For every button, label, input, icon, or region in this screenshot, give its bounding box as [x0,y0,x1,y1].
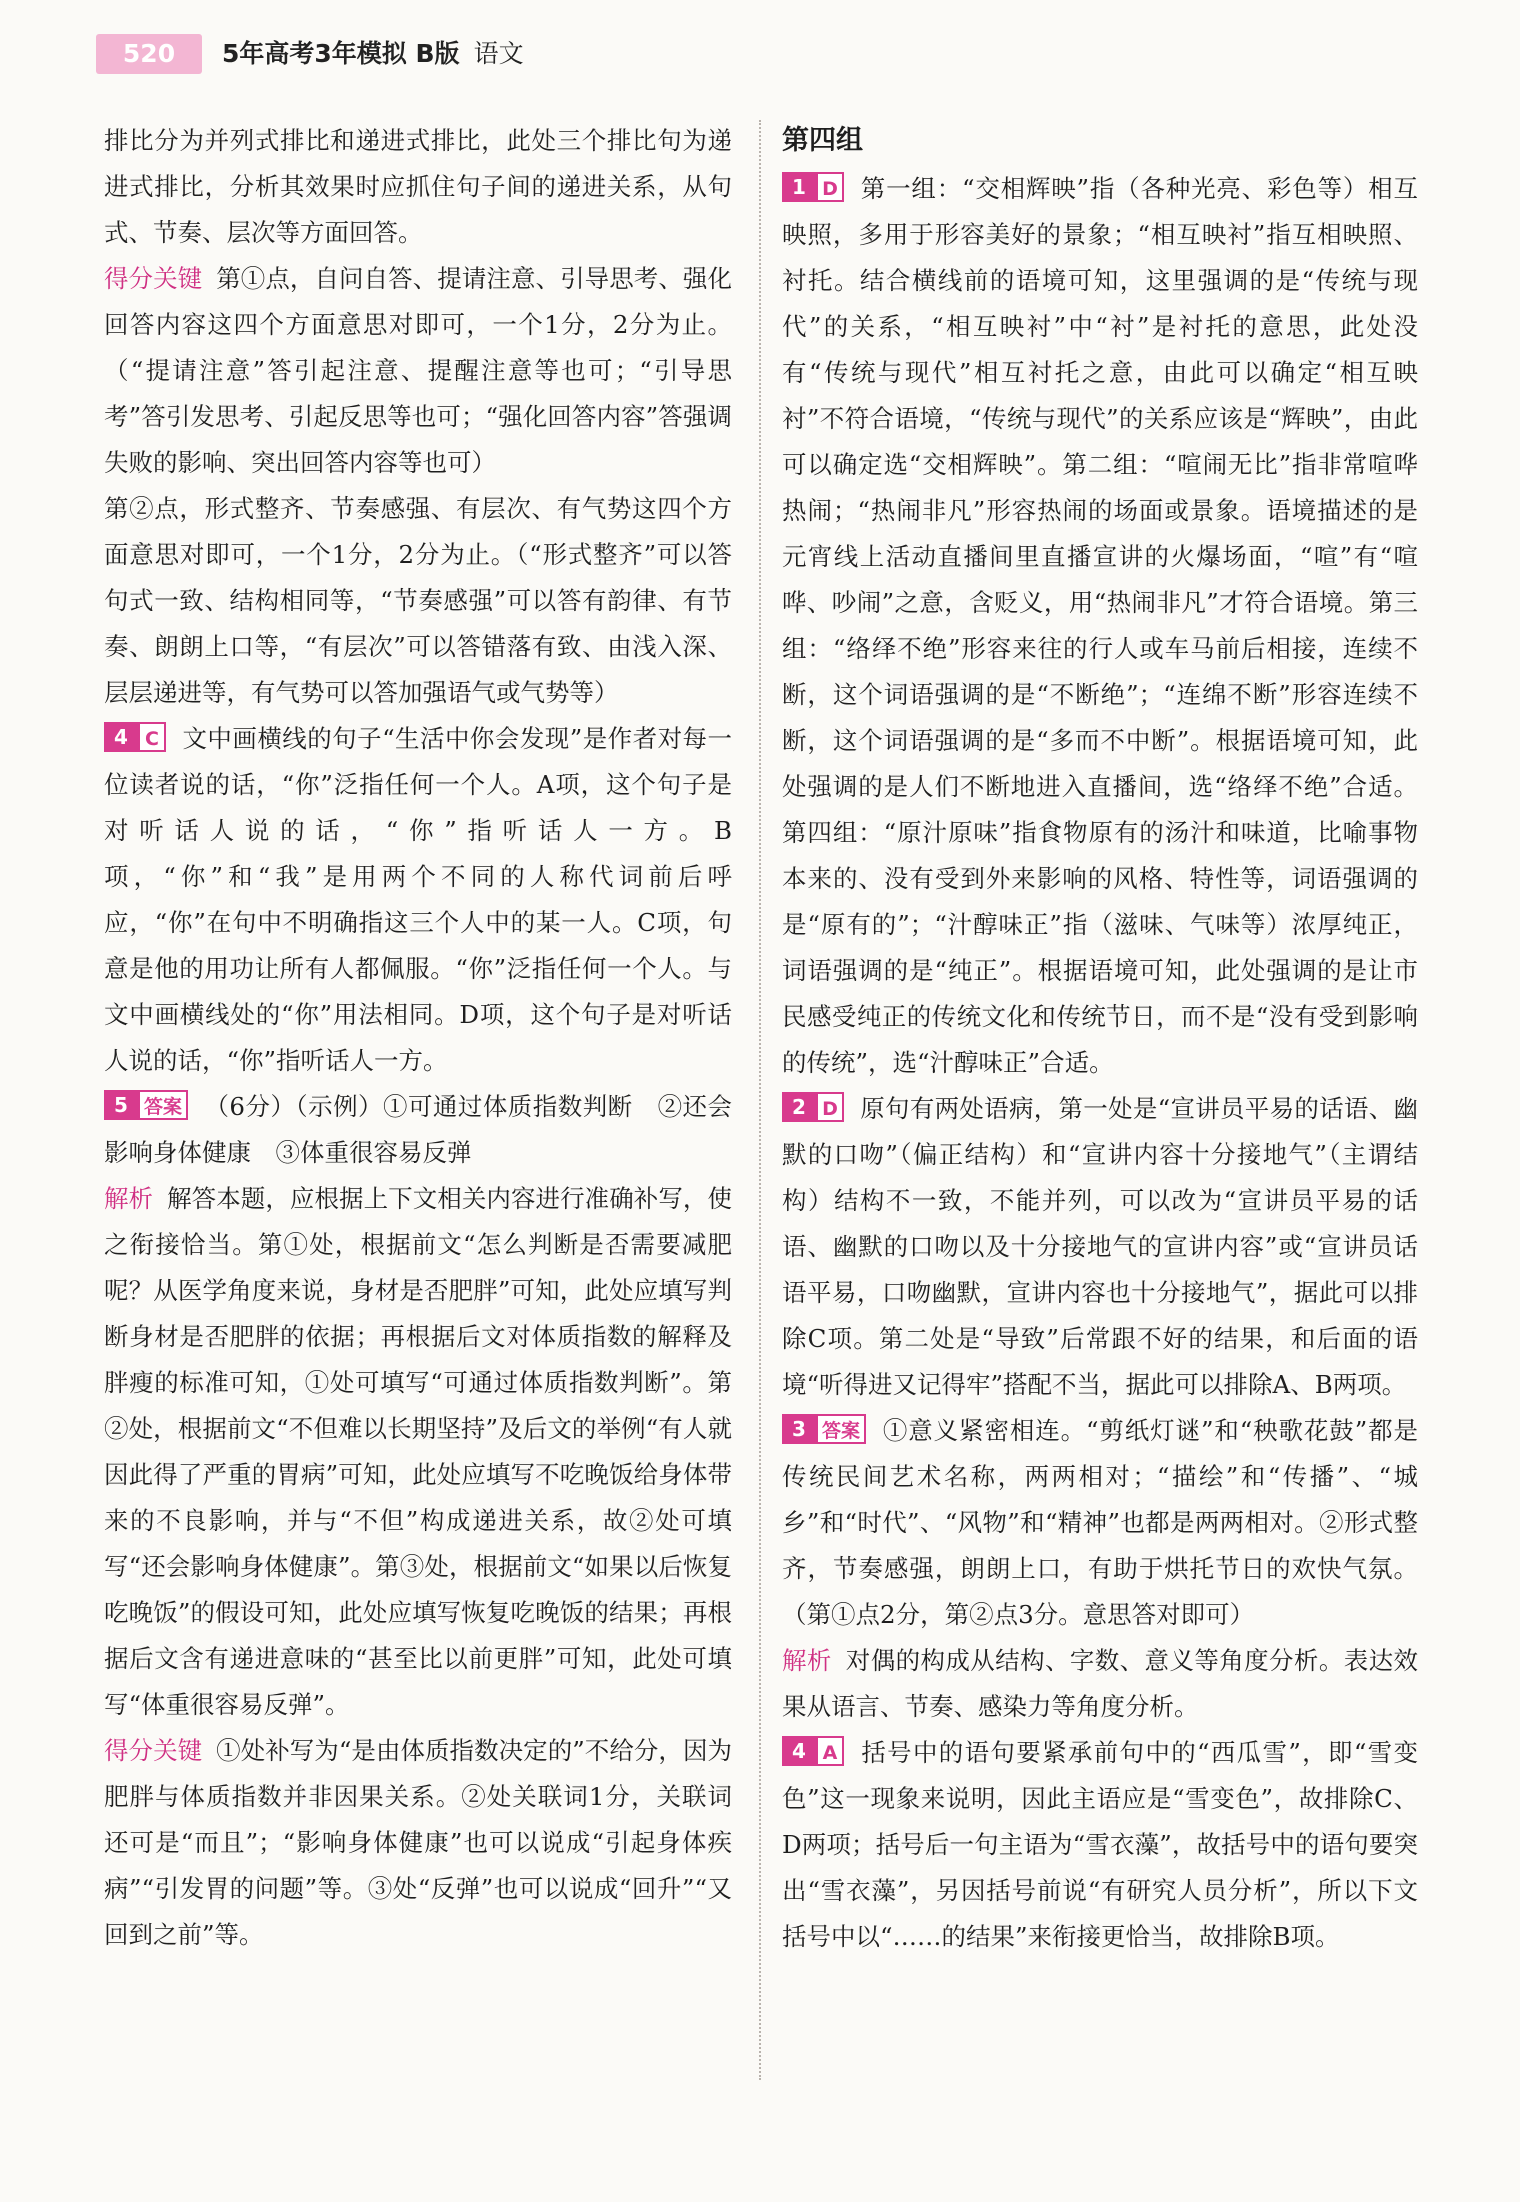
question-5-block [104,1084,732,1176]
question-5-badge [104,1090,188,1120]
book-title [222,34,524,74]
right-question-3-answer-tag: 答案 [816,1414,866,1444]
subject-label: 语文 [473,39,524,68]
right-question-4-text: 括号中的语句要紧承前句中的“西瓜雪”，即“雪变色”这一现象来说明，因此主语应是“雪变色”，故排除C、D两项；括号后一句主语为“雪衣藻”，故括号中的语句要突出“雪衣藻”，另因括号前说“有研究人员分析”，所以下文括号中以“……的结果”来衔接更恰当，故排除B项。 [782,1738,1418,1951]
question-4-text: 文中画横线的句子“生活中你会发现”是作者对每一位读者说的话，“你”泛指任何一个人。A项，这个句子是对听话人说的话，“你”指听话人一方。B项，“你”和“我”是用两个不同的人称代词前后呼应，“你”在句中不明确指这三个人中的某一人。C项，句意是他的用功让所有人都佩服。“你”泛指任何一个人。与文中画横线处的“你”用法相同。D项，这个句子是对听话人说的话，“你”指听话人一方。 [104,724,732,1075]
question-4-number: 4 [104,722,138,752]
right-question-3-number: 3 [782,1414,816,1444]
score-key-label: 得分关键 [104,264,203,293]
intro-paragraph: 排比分为并列式排比和递进式排比，此处三个排比句为递进式排比，分析其效果时应抓住句子间的递进关系，从句式、节奏、层次等方面回答。 [104,126,732,247]
right-column [782,118,1418,2118]
column-divider [759,120,761,2080]
score-key-text: 第①点，自问自答、提请注意、引导思考、强化回答内容这四个方面意思对即可，一个1分，2分为止。（“提请注意”答引起注意、提醒注意等也可；“引导思考”答引发思考、引起反思等也可；“强化回答内容”答强调失败的影响、突出回答内容等也可） [104,264,732,477]
right-question-1-block [782,166,1418,1086]
question-5-answer-tag: 答案 [138,1090,188,1120]
group-title: 第四组 [782,125,863,156]
score-key-paragraph-1 [104,256,732,486]
right-question-4-number: 4 [782,1736,816,1766]
right-question-3-text: ①意义紧密相连。“剪纸灯谜”和“秧歌花鼓”都是传统民间艺术名称，两两相对；“描绘”和“传播”、“城乡”和“时代”、“风物”和“精神”也都是两两相对。②形式整齐，节奏感强，朗朗上口，有助于烘托节日的欢快气氛。（第①点2分，第②点3分。意思答对即可） [782,1416,1418,1629]
right-question-4-answer: A [816,1736,844,1766]
score-key-paragraph-2 [104,1728,732,1958]
left-column [104,118,732,2118]
score-key-label-2: 得分关键 [104,1736,203,1765]
right-analysis-text: 对偶的构成从结构、字数、意义等角度分析。表达效果从语言、节奏、感染力等角度分析。 [782,1646,1418,1721]
question-5-number: 5 [104,1090,138,1120]
page-header [0,0,1520,100]
question-4-block [104,716,732,1084]
right-question-4-badge [782,1736,844,1766]
question-4-answer: C [138,722,166,752]
right-question-1-badge [782,172,844,202]
right-question-2-text: 原句有两处语病，第一处是“宣讲员平易的话语、幽默的口吻”（偏正结构）和“宣讲内容十分接地气”（主谓结构）结构不一致，不能并列，可以改为“宣讲员平易的话语、幽默的口吻以及十分接地气的宣讲内容”或“宣讲员话语平易，口吻幽默，宣讲内容也十分接地气”，据此可以排除C项。第二处是“导致”后常跟不好的结果，和后面的语境“听得进又记得牢”搭配不当，据此可以排除A、B两项。 [782,1094,1418,1399]
right-question-1-text: 第一组：“交相辉映”指（各种光亮、彩色等）相互映照，多用于形容美好的景象；“相互映衬”指互相映照、衬托。结合横线前的语境可知，这里强调的是“传统与现代”的关系，“相互映衬”中“衬”是衬托的意思，此处没有“传统与现代”相互衬托之意，由此可以确定“相互映衬”不符合语境，“传统与现代”的关系应该是“辉映”，由此可以确定选“交相辉映”。第二组：“喧闹无比”指非常喧哗热闹；“热闹非凡”形容热闹的场面或景象。语境描述的是元宵线上活动直播间里直播宣讲的火爆场面，“喧”有“喧哗、吵闹”之意，含贬义，用“热闹非凡”才符合语境。第三组：“络绎不绝”形容来往的行人或车马前后相接，连续不断，这个词语强调的是“不断绝”；“连绵不断”形容连续不断，这个词语强调的是“多而不中断”。根据语境可知，此处强调的是人们不断地进入直播间，选“络绎不绝”合适。第四组：“原汁原味”指食物原有的汤汁和味道，比喻事物本来的、没有受到外来影响的风格、特性等，词语强调的是“原有的”；“汁醇味正”指（滋味、气味等）浓厚纯正，词语强调的是“纯正”。根据语境可知，此处强调的是让市民感受纯正的传统文化和传统节日，而不是“没有受到影响的传统”，选“汁醇味正”合适。 [782,174,1418,1077]
right-analysis-label: 解析 [782,1646,832,1675]
right-question-2-answer: D [816,1092,844,1122]
page-number: 520 [96,34,202,74]
analysis-text: 解答本题，应根据上下文相关内容进行准确补写，使之衔接恰当。第①处，根据前文“怎么判断是否需要减肥呢？从医学角度来说，身材是否肥胖”可知，此处应填写判断身材是否肥胖的依据；再根据后文对体质指数的解释及胖瘦的标准可知，①处可填写“可通过体质指数判断”。第②处，根据前文“不但难以长期坚持”及后文的举例“有人就因此得了严重的胃病”可知，此处应填写不吃晚饭给身体带来的不良影响，并与“不但”构成递进关系，故②处可填写“还会影响身体健康”。第③处，根据前文“如果以后恢复吃晚饭”的假设可知，此处应填写恢复吃晚饭的结果；再根据后文含有递进意味的“甚至比以前更胖”可知，此处可填写“体重很容易反弹”。 [104,1184,732,1719]
right-question-3-block [782,1408,1418,1638]
analysis-label: 解析 [104,1184,154,1213]
right-question-2-badge [782,1092,844,1122]
score-key-point-2: 第②点，形式整齐、节奏感强、有层次、有气势这四个方面意思对即可，一个1分，2分为止。（“形式整齐”可以答句式一致、结构相同等，“节奏感强”可以答有韵律、有节奏、朗朗上口等，“有层次”可以答错落有致、由浅入深、层层递进等，有气势可以答加强语气或气势等） [104,494,732,707]
book-title-text: 5年高考3年模拟 B版 [222,39,460,68]
score-key-text-2: ①处补写为“是由体质指数决定的”不给分，因为肥胖与体质指数并非因果关系。②处关联词1分，关联词还可是“而且”；“影响身体健康”也可以说成“引起身体疾病”“引发胃的问题”等。③处“反弹”也可以说成“回升”“又回到之前”等。 [104,1736,732,1949]
right-question-1-number: 1 [782,172,816,202]
right-question-2-block [782,1086,1418,1408]
right-question-3-badge [782,1414,866,1444]
right-question-2-number: 2 [782,1092,816,1122]
right-question-4-block [782,1730,1418,1960]
question-5-text: （6分）（示例）①可通过体质指数判断 ②还会影响身体健康 ③体重很容易反弹 [104,1092,732,1167]
right-analysis-paragraph [782,1638,1418,1730]
question-4-badge [104,722,166,752]
analysis-paragraph [104,1176,732,1728]
right-question-1-answer: D [816,172,844,202]
